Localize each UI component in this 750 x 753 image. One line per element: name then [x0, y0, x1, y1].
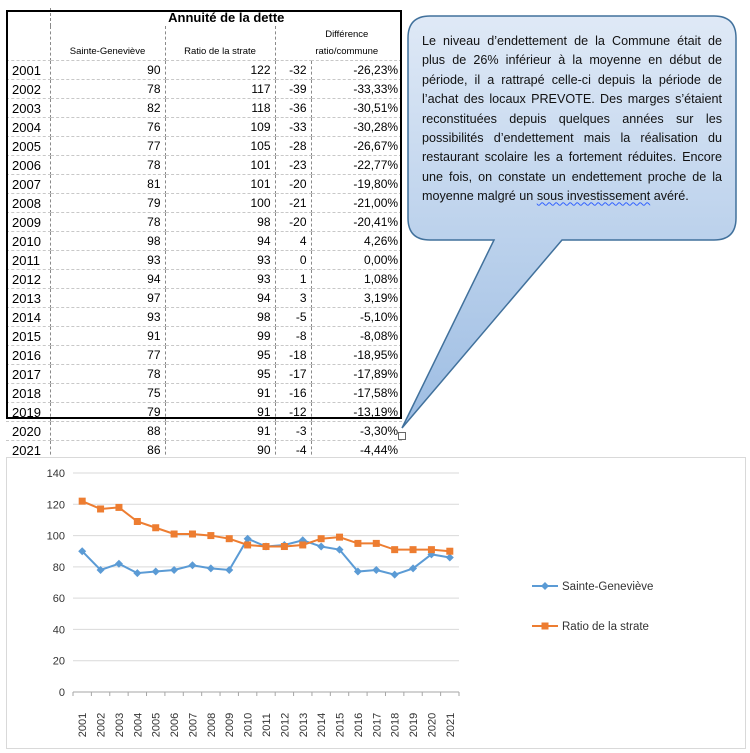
cell-sainte-genevieve: 93: [50, 308, 165, 327]
table-row: [6, 308, 402, 327]
cell-year: 2021: [6, 441, 50, 460]
table-row: [6, 80, 402, 99]
cell-ratio-strate: 95: [165, 346, 275, 365]
data-point: [207, 564, 215, 572]
cell-year: 2003: [6, 99, 50, 118]
data-point: [115, 504, 122, 511]
cell-year: 2002: [6, 80, 50, 99]
data-point: [152, 524, 159, 531]
y-tick-label: 60: [52, 593, 65, 606]
cell-difference: 1: [275, 270, 311, 289]
callout-text-underlined: sous investissement: [536, 189, 651, 204]
y-tick-label: 100: [46, 530, 65, 543]
cell-ratio-strate: 99: [165, 327, 275, 346]
cell-sainte-genevieve: 79: [50, 194, 165, 213]
cell-sainte-genevieve: 88: [50, 422, 165, 441]
data-point: [263, 543, 270, 550]
cell-ratio-strate: 118: [165, 99, 275, 118]
cell-difference-pct: -17,89%: [311, 365, 402, 384]
cell-ratio-strate: 94: [165, 289, 275, 308]
cell-year: 2016: [6, 346, 50, 365]
cell-difference-pct: -26,67%: [311, 137, 402, 156]
table-row: [6, 384, 402, 403]
cell-year: 2008: [6, 194, 50, 213]
cell-ratio-strate: 90: [165, 441, 275, 460]
table-row: [6, 270, 402, 289]
data-point: [188, 561, 196, 569]
cell-ratio-strate: 117: [165, 80, 275, 99]
y-tick-label: 40: [52, 624, 65, 637]
cell-difference-pct: -30,28%: [311, 118, 402, 137]
cell-year: 2011: [6, 251, 50, 270]
cell-difference-pct: 3,19%: [311, 289, 402, 308]
x-tick-label: 2017: [371, 712, 384, 738]
cell-year: 2017: [6, 365, 50, 384]
cell-sainte-genevieve: 78: [50, 365, 165, 384]
cell-difference: -8: [275, 327, 311, 346]
cell-sainte-genevieve: 86: [50, 441, 165, 460]
cell-difference-pct: 0,00%: [311, 251, 402, 270]
table-row: [6, 346, 402, 365]
table-row: [6, 99, 402, 118]
cell-ratio-strate: 98: [165, 213, 275, 232]
y-tick-label: 140: [46, 468, 65, 480]
x-tick-label: 2013: [297, 712, 310, 738]
x-tick-label: 2015: [334, 712, 347, 738]
cell-year: 2020: [6, 422, 50, 441]
data-point: [79, 498, 86, 505]
legend-marker: [542, 623, 549, 630]
data-point: [391, 571, 399, 579]
cell-sainte-genevieve: 77: [50, 137, 165, 156]
cell-difference-pct: -20,41%: [311, 213, 402, 232]
data-point: [299, 541, 306, 548]
cell-difference-pct: -3,30%: [311, 422, 402, 441]
cell-ratio-strate: 122: [165, 61, 275, 80]
cell-year: 2015: [6, 327, 50, 346]
cell-year: 2010: [6, 232, 50, 251]
x-tick-label: 2004: [132, 712, 145, 738]
cell-difference: -20: [275, 175, 311, 194]
col-header-difference: [275, 26, 402, 61]
data-point: [428, 546, 435, 553]
cell-year: 2014: [6, 308, 50, 327]
cell-difference-pct: -22,77%: [311, 156, 402, 175]
x-tick-label: 2019: [408, 712, 421, 738]
cell-sainte-genevieve: 78: [50, 156, 165, 175]
y-tick-label: 80: [52, 561, 65, 574]
table-row: [6, 118, 402, 137]
cell-sainte-genevieve: 78: [50, 213, 165, 232]
table-row: [6, 61, 402, 80]
data-point: [354, 540, 361, 547]
table-row: [6, 213, 402, 232]
cell-sainte-genevieve: 79: [50, 403, 165, 422]
x-tick-label: 2016: [352, 712, 365, 738]
legend-label: Ratio de la strate: [562, 621, 649, 633]
table-row: [6, 232, 402, 251]
cell-difference: -18: [275, 346, 311, 365]
x-tick-label: 2006: [169, 712, 182, 738]
legend-marker: [541, 582, 549, 590]
table-header-row: [6, 26, 402, 61]
cell-ratio-strate: 94: [165, 232, 275, 251]
cell-sainte-genevieve: 97: [50, 289, 165, 308]
callout-text-end: avéré.: [650, 189, 689, 204]
cell-difference-pct: -19,80%: [311, 175, 402, 194]
cell-difference: 3: [275, 289, 311, 308]
cell-difference-pct: -5,10%: [311, 308, 402, 327]
cell-year: 2013: [6, 289, 50, 308]
cell-difference-pct: -33,33%: [311, 80, 402, 99]
x-tick-label: 2002: [95, 712, 108, 738]
cell-ratio-strate: 109: [165, 118, 275, 137]
y-tick-label: 20: [52, 655, 65, 668]
x-tick-label: 2020: [426, 712, 439, 738]
debt-table-container: [6, 8, 402, 479]
cell-ratio-strate: 101: [165, 156, 275, 175]
data-point: [207, 532, 214, 539]
cell-year: 2006: [6, 156, 50, 175]
cell-difference: -33: [275, 118, 311, 137]
table-row: [6, 422, 402, 441]
cell-difference: -4: [275, 441, 311, 460]
data-point: [281, 543, 288, 550]
debt-table-body: [6, 8, 402, 479]
cell-sainte-genevieve: 81: [50, 175, 165, 194]
table-row: [6, 289, 402, 308]
cell-ratio-strate: 100: [165, 194, 275, 213]
cell-sainte-genevieve: 77: [50, 346, 165, 365]
table-row: [6, 327, 402, 346]
data-point: [391, 546, 398, 553]
col-header-ratio-strate: Ratio de la strate: [165, 26, 275, 61]
cell-difference: -36: [275, 99, 311, 118]
callout-text: [422, 32, 722, 207]
x-tick-label: 2007: [187, 712, 200, 738]
data-point: [410, 546, 417, 553]
cell-difference: -23: [275, 156, 311, 175]
data-point: [134, 518, 141, 525]
x-tick-label: 2021: [444, 712, 457, 738]
cell-ratio-strate: 91: [165, 422, 275, 441]
cell-year: 2007: [6, 175, 50, 194]
legend-label: Sainte-Geneviève: [562, 581, 654, 593]
x-tick-label: 2001: [77, 712, 90, 738]
cell-difference: 4: [275, 232, 311, 251]
table-row: [6, 194, 402, 213]
cell-year: 2004: [6, 118, 50, 137]
cell-sainte-genevieve: 94: [50, 270, 165, 289]
cell-sainte-genevieve: 98: [50, 232, 165, 251]
y-tick-label: 0: [58, 687, 65, 699]
data-point: [446, 548, 453, 555]
cell-difference: 0: [275, 251, 311, 270]
data-point: [189, 531, 196, 538]
data-point: [171, 531, 178, 538]
table-title-row: [6, 8, 402, 26]
cell-difference-pct: -13,19%: [311, 403, 402, 422]
table-row: [6, 403, 402, 422]
cell-year: 2019: [6, 403, 50, 422]
x-tick-label: 2009: [224, 712, 237, 738]
cell-difference: -5: [275, 308, 311, 327]
x-tick-label: 2003: [113, 712, 126, 738]
cell-difference: -20: [275, 213, 311, 232]
cell-sainte-genevieve: 91: [50, 327, 165, 346]
debt-table: [6, 8, 402, 479]
cell-difference: -3: [275, 422, 311, 441]
cell-ratio-strate: 95: [165, 365, 275, 384]
cell-year: 2009: [6, 213, 50, 232]
cell-difference-pct: -8,08%: [311, 327, 402, 346]
cell-ratio-strate: 93: [165, 251, 275, 270]
col-header-difference-text: Différence ratio/commune: [315, 29, 379, 57]
cell-difference-pct: -17,58%: [311, 384, 402, 403]
cell-sainte-genevieve: 76: [50, 118, 165, 137]
cell-difference-pct: -4,44%: [311, 441, 402, 460]
data-point: [318, 535, 325, 542]
data-point: [97, 505, 104, 512]
callout-text-main: Le niveau d’endettement de la Commune était de plus de 26% inférieur à la moyenne en début de période, il a rattrapé celle-ci depuis la période de l’achat des locaux PREVOTE. Des marges s’étaient reconstituées depuis quelques années sur les possibilités d’endettement mais la réalisation du restaurant scolaire les a fortement réduites. Encore une fois, on constate un endettement proche de la moyenne malgré un: [422, 34, 722, 204]
cell-difference-pct: -30,51%: [311, 99, 402, 118]
table-row: [6, 175, 402, 194]
data-point: [317, 543, 325, 551]
x-tick-label: 2018: [389, 712, 402, 738]
cell-sainte-genevieve: 78: [50, 80, 165, 99]
cell-difference: -39: [275, 80, 311, 99]
table-row: [6, 251, 402, 270]
x-tick-label: 2014: [316, 712, 329, 738]
data-point: [336, 534, 343, 541]
data-point: [226, 535, 233, 542]
cell-year: 2005: [6, 137, 50, 156]
cell-ratio-strate: 105: [165, 137, 275, 156]
cell-difference-pct: -26,23%: [311, 61, 402, 80]
data-point: [133, 569, 141, 577]
cell-sainte-genevieve: 90: [50, 61, 165, 80]
y-tick-label: 120: [46, 499, 65, 512]
x-tick-label: 2012: [279, 712, 292, 738]
cell-difference-pct: -18,95%: [311, 346, 402, 365]
cell-year: 2018: [6, 384, 50, 403]
cell-sainte-genevieve: 93: [50, 251, 165, 270]
table-title: Annuité de la dette: [168, 9, 285, 25]
cell-ratio-strate: 98: [165, 308, 275, 327]
cell-ratio-strate: 101: [165, 175, 275, 194]
cell-difference-pct: 4,26%: [311, 232, 402, 251]
x-tick-label: 2010: [242, 712, 255, 738]
cell-ratio-strate: 91: [165, 403, 275, 422]
cell-difference: -12: [275, 403, 311, 422]
x-tick-label: 2008: [205, 712, 218, 738]
data-point: [152, 568, 160, 576]
table-row: [6, 365, 402, 384]
cell-year: 2012: [6, 270, 50, 289]
cell-ratio-strate: 91: [165, 384, 275, 403]
cell-sainte-genevieve: 75: [50, 384, 165, 403]
col-header-sainte-genevieve: Sainte-Geneviève: [50, 26, 165, 61]
data-point: [244, 541, 251, 548]
cell-difference: -32: [275, 61, 311, 80]
cell-difference-pct: 1,08%: [311, 270, 402, 289]
cell-difference-pct: -21,00%: [311, 194, 402, 213]
table-row: [6, 156, 402, 175]
table-row: [6, 137, 402, 156]
cell-difference: -21: [275, 194, 311, 213]
cell-difference: -17: [275, 365, 311, 384]
chart-area: [6, 457, 746, 749]
cell-difference: -16: [275, 384, 311, 403]
line-chart: [7, 458, 745, 748]
x-tick-label: 2011: [261, 713, 273, 737]
cell-sainte-genevieve: 82: [50, 99, 165, 118]
cell-difference: -28: [275, 137, 311, 156]
cell-year: 2001: [6, 61, 50, 80]
x-tick-label: 2005: [150, 712, 163, 738]
data-point: [373, 540, 380, 547]
cell-ratio-strate: 93: [165, 270, 275, 289]
